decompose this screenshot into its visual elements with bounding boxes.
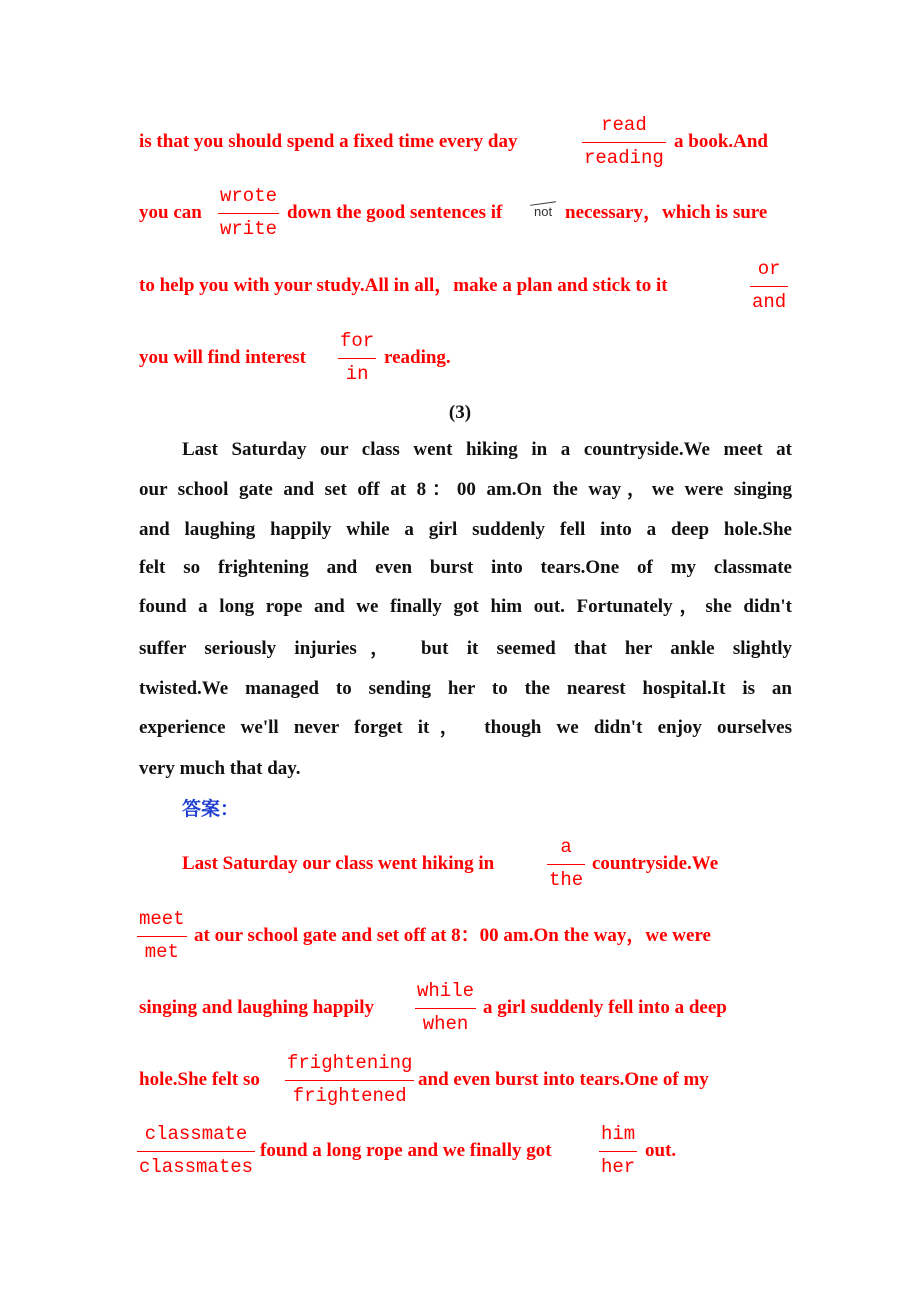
passage-line: Last Saturday our class went hiking in a countryside.We meet at bbox=[182, 439, 792, 460]
corrected-word: reading bbox=[584, 147, 664, 169]
passage-line: our school gate and set off at 8：00 am.On the way，we were singing bbox=[139, 479, 792, 500]
original-word: while bbox=[415, 980, 476, 1009]
correction-fraction bbox=[582, 114, 666, 169]
original-word: a bbox=[547, 836, 585, 865]
line-text: countryside.We bbox=[592, 853, 719, 874]
correction-fraction bbox=[137, 908, 187, 963]
passage-line: found a long rope and we finally got him out. Fortunately，she didn't bbox=[139, 596, 792, 617]
corrected-word: in bbox=[345, 363, 369, 385]
correction-fraction bbox=[547, 836, 585, 891]
answer-label: 答案： bbox=[182, 798, 240, 820]
line-text: necessary，which is sure bbox=[565, 202, 768, 223]
deleted-word: not bbox=[534, 201, 552, 226]
corrected-word: write bbox=[220, 218, 278, 240]
original-word: him bbox=[599, 1123, 637, 1152]
corrected-word: the bbox=[549, 869, 584, 891]
corrected-word: frightened bbox=[292, 1085, 407, 1107]
original-word: or bbox=[750, 258, 788, 287]
line-text: found a long rope and we finally got bbox=[260, 1140, 552, 1161]
line-text: to help you with your study.All in all，make a plan and stick to it bbox=[139, 275, 668, 296]
corrected-word: classmates bbox=[139, 1156, 254, 1178]
line-text: out. bbox=[645, 1140, 677, 1161]
passage-line: experience we'll never forget it， though we didn't enjoy ourselves bbox=[139, 717, 792, 738]
line-text: hole.She felt so bbox=[139, 1069, 260, 1090]
correction-fraction bbox=[218, 185, 279, 240]
line-text: singing and laughing happily bbox=[139, 997, 374, 1018]
correction-fraction bbox=[599, 1123, 637, 1178]
original-word: meet bbox=[137, 908, 187, 937]
line-text: down the good sentences if bbox=[287, 202, 503, 223]
corrected-word: met bbox=[144, 941, 179, 963]
line-text: a book.And bbox=[674, 131, 768, 152]
line-text: at our school gate and set off at 8：00 am.On the way，we were bbox=[194, 925, 711, 946]
line-text: Last Saturday our class went hiking in bbox=[182, 853, 495, 874]
passage-line: suffer seriously injuries， but it seemed that her ankle slightly bbox=[139, 638, 792, 659]
passage-line: and laughing happily while a girl suddenly fell into a deep hole.She bbox=[139, 519, 792, 540]
line-text: is that you should spend a fixed time every day bbox=[139, 131, 518, 152]
original-word: read bbox=[582, 114, 666, 143]
original-word: frightening bbox=[285, 1052, 414, 1081]
corrected-word: and bbox=[752, 291, 787, 313]
line-text: you will find interest bbox=[139, 347, 306, 368]
passage-line: very much that day. bbox=[139, 758, 301, 779]
section-heading: (3) bbox=[448, 402, 472, 423]
correction-fraction bbox=[750, 258, 788, 313]
passage-line: felt so frightening and even burst into tears.One of my classmate bbox=[139, 557, 792, 578]
line-text: reading. bbox=[384, 347, 451, 368]
passage-line: twisted.We managed to sending her to the nearest hospital.It is an bbox=[139, 678, 792, 699]
corrected-word: when bbox=[422, 1013, 469, 1035]
original-word: wrote bbox=[218, 185, 279, 214]
correction-fraction bbox=[137, 1123, 255, 1178]
original-word: classmate bbox=[137, 1123, 255, 1152]
correction-fraction bbox=[338, 330, 376, 385]
corrected-word: her bbox=[601, 1156, 636, 1178]
line-text: you can bbox=[139, 202, 202, 223]
line-text: a girl suddenly fell into a deep bbox=[483, 997, 727, 1018]
correction-fraction bbox=[415, 980, 476, 1035]
original-word: for bbox=[338, 330, 376, 359]
line-text: and even burst into tears.One of my bbox=[418, 1069, 709, 1090]
correction-fraction bbox=[285, 1052, 414, 1107]
